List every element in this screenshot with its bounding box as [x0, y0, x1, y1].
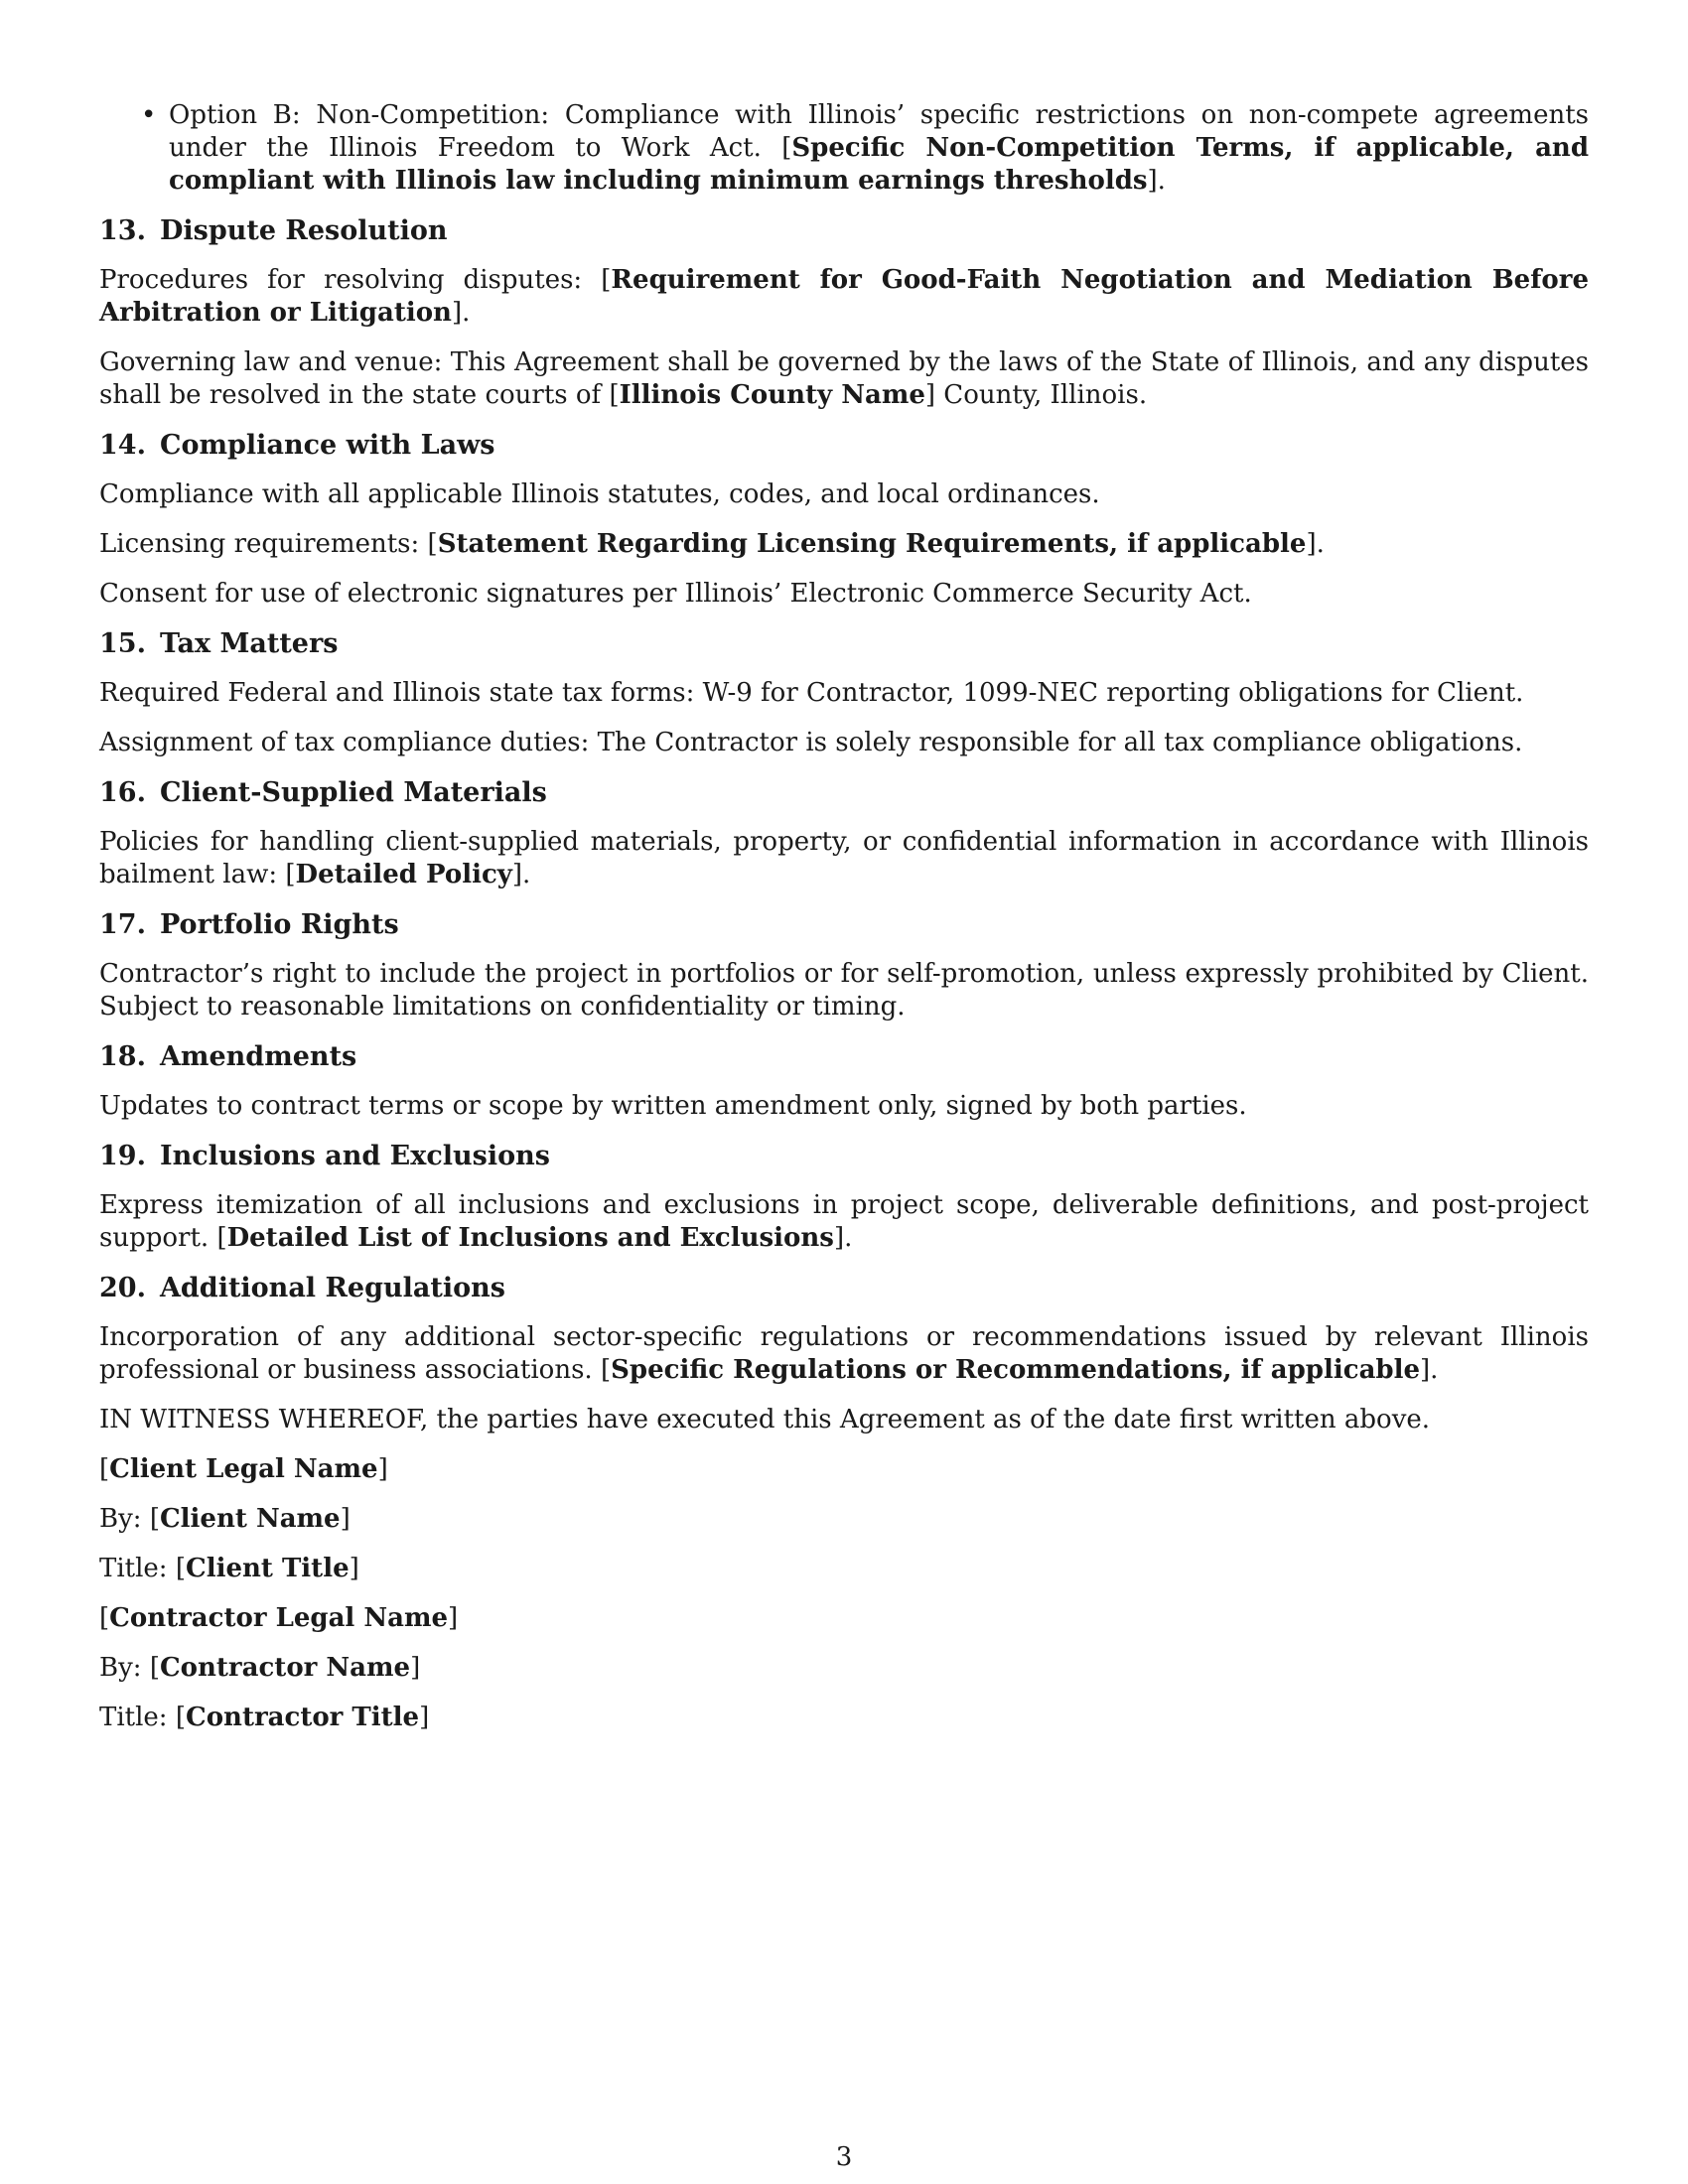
placeholder: Specific Regulations or Recommendations, if applicable: [611, 1355, 1421, 1385]
section-title: Inclusions and Exclusions: [159, 1141, 550, 1171]
option-list: [99, 99, 1589, 198]
section-heading-15: [99, 627, 1589, 660]
document-page: [99, 99, 1589, 1751]
option-b-placeholder: Specific Non-Competition Terms, if applicable, and compliant with Illinois law including minimum earnings thresholds: [169, 133, 1590, 196]
section-19-paragraph-1: Express itemization of all inclusions and exclusions in project scope, deliverable definitions, and post-project support. [Detailed List of Inclusions and Exclusions].: [99, 1190, 1589, 1253]
placeholder: Detailed Policy: [295, 860, 512, 889]
section-title: Additional Regulations: [159, 1273, 505, 1303]
signature-block: [99, 1453, 1589, 1734]
section-number: 18.: [99, 1041, 146, 1072]
placeholder: Detailed List of Inclusions and Exclusions: [226, 1223, 834, 1253]
placeholder: Client Name: [159, 1504, 341, 1534]
section-15-paragraph-1: Required Federal and Illinois state tax forms: W-9 for Contractor, 1099-NEC reporting obligations for Client.: [99, 678, 1524, 708]
client-legal-name-line: [Client Legal Name]: [99, 1454, 388, 1484]
placeholder: Illinois County Name: [619, 380, 925, 410]
client-by-line: By: [Client Name]: [99, 1504, 351, 1534]
section-heading-14: [99, 429, 1589, 462]
section-title: Client-Supplied Materials: [159, 777, 547, 808]
section-number: 19.: [99, 1141, 146, 1171]
section-16-paragraph-1: Policies for handling client-supplied materials, property, or confidential information in accordance with Illinois bailment law: [Detailed Policy].: [99, 827, 1589, 889]
section-14-paragraph-1: Compliance with all applicable Illinois statutes, codes, and local ordinances.: [99, 479, 1100, 509]
section-number: 17.: [99, 909, 146, 940]
section-15-paragraph-2: Assignment of tax compliance duties: The Contractor is solely responsible for all tax compliance obligations.: [99, 728, 1523, 757]
contractor-title-line: Title: [Contractor Title]: [99, 1703, 430, 1732]
section-heading-18: [99, 1040, 1589, 1073]
section-13-paragraph-2: Governing law and venue: This Agreement shall be governed by the laws of the State of Illinois, and any disputes shall be resolved in the state courts of [Illinois County Name] County, Illinois.: [99, 347, 1589, 410]
section-title: Dispute Resolution: [159, 215, 448, 246]
section-title: Portfolio Rights: [159, 909, 399, 940]
section-title: Amendments: [159, 1041, 357, 1072]
placeholder: Client Title: [186, 1554, 350, 1583]
contractor-legal-name-line: [Contractor Legal Name]: [99, 1603, 459, 1633]
section-heading-13: [99, 214, 1589, 247]
section-title: Tax Matters: [159, 628, 339, 659]
section-heading-16: [99, 776, 1589, 809]
page-number: 3: [835, 2142, 853, 2172]
section-17-paragraph-1: Contractor’s right to include the project in portfolios or for self-promotion, unless expressly prohibited by Client. Subject to reasonable limitations on confidentiality or timing.: [99, 959, 1589, 1022]
section-14-paragraph-3: Consent for use of electronic signatures per Illinois’ Electronic Commerce Security Act.: [99, 579, 1252, 609]
contractor-by-line: By: [Contractor Name]: [99, 1653, 421, 1683]
witness-clause: IN WITNESS WHEREOF, the parties have executed this Agreement as of the date first written above.: [99, 1405, 1431, 1434]
section-number: 20.: [99, 1273, 146, 1303]
bullet-icon: •: [141, 100, 157, 130]
section-heading-17: [99, 908, 1589, 941]
placeholder: Contractor Name: [159, 1653, 411, 1683]
section-number: 16.: [99, 777, 146, 808]
section-number: 13.: [99, 215, 146, 246]
section-18-paragraph-1: Updates to contract terms or scope by written amendment only, signed by both parties.: [99, 1091, 1247, 1121]
section-14-paragraph-2: Licensing requirements: [Statement Regarding Licensing Requirements, if applicable].: [99, 529, 1325, 559]
list-item-option-b: • Option B: Non-Competition: Compliance with Illinois’ specific restrictions on non-compete agreements under the Illinois Freedom to Work Act. [Specific Non-Competition Terms, if applicable, and compliant with Illinois law including minimum earnings thresholds].: [141, 100, 1590, 196]
placeholder: Contractor Title: [186, 1703, 420, 1732]
placeholder: Contractor Legal Name: [109, 1603, 449, 1633]
placeholder: Client Legal Name: [109, 1454, 378, 1484]
placeholder: Requirement for Good-Faith Negotiation and Mediation Before Arbitration or Litigation: [99, 265, 1589, 328]
section-20-paragraph-1: Incorporation of any additional sector-specific regulations or recommendations issued by relevant Illinois professional or business associations. [Specific Regulations or Recommendations, if applicable].: [99, 1322, 1589, 1385]
placeholder: Statement Regarding Licensing Requirements, if applicable: [437, 529, 1307, 559]
section-13-paragraph-1: Procedures for resolving disputes: [Requirement for Good-Faith Negotiation and Mediation Before Arbitration or Litigation].: [99, 265, 1589, 328]
section-number: 15.: [99, 628, 146, 659]
section-title: Compliance with Laws: [159, 430, 495, 461]
client-title-line: Title: [Client Title]: [99, 1554, 359, 1583]
section-heading-20: [99, 1272, 1589, 1304]
option-b-text: Option B: Non-Competition: Compliance with Illinois’ specific restrictions on non-compete agreements under the Illinois Freedom to Work Act.: [169, 100, 1589, 163]
section-heading-19: [99, 1140, 1589, 1172]
section-number: 14.: [99, 430, 146, 461]
